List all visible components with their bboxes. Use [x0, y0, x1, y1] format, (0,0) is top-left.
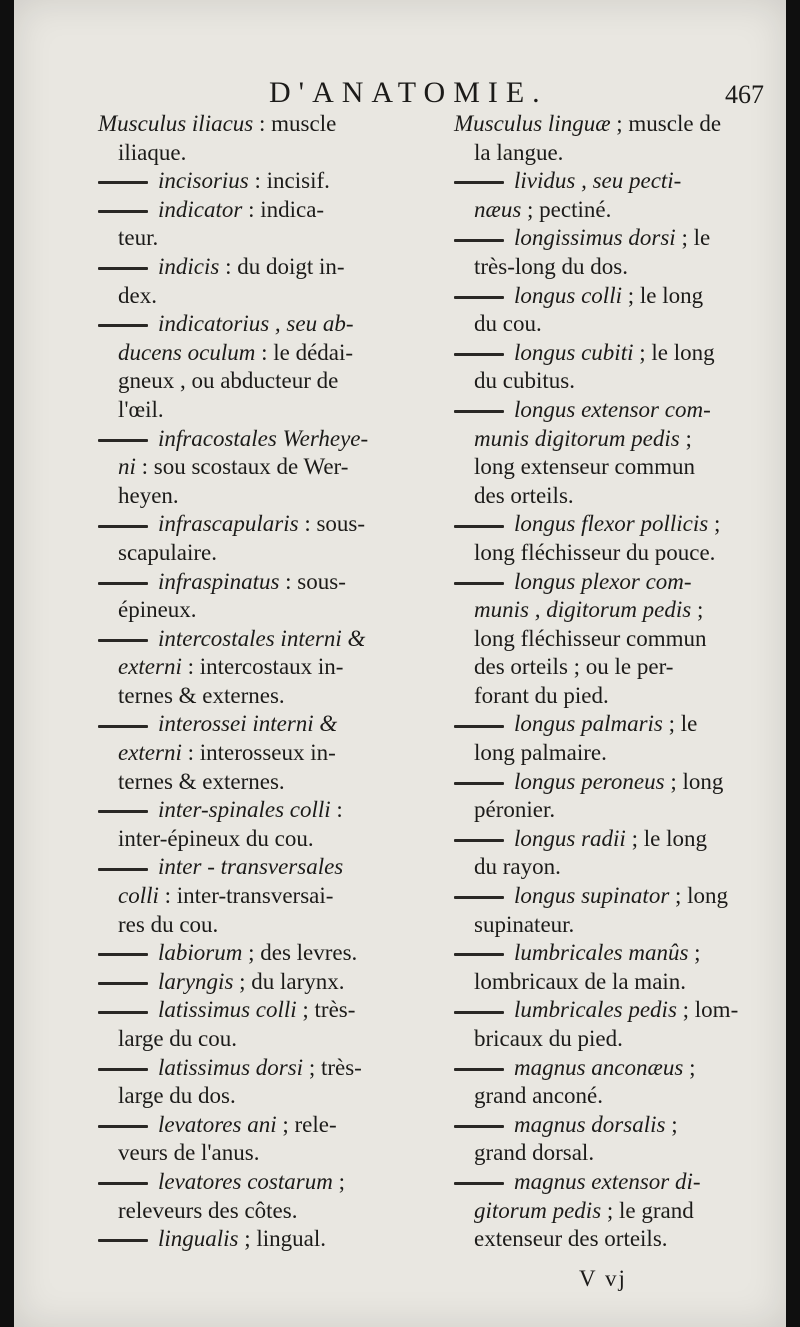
- entry-line: [98, 282, 398, 311]
- latin-term: lingualis: [158, 1226, 239, 1252]
- entry-line: [98, 339, 398, 368]
- dictionary-entry: [454, 224, 772, 281]
- dictionary-entry: [454, 110, 772, 167]
- french-gloss: forant du pied.: [474, 682, 609, 708]
- latin-term: longus supinator: [514, 883, 670, 909]
- entry-line: [98, 482, 398, 511]
- latin-term: levatores ani: [158, 1111, 277, 1137]
- french-gloss: : inter-transversai-: [158, 883, 334, 909]
- entry-line: [98, 425, 398, 454]
- ditto-dash: [454, 1068, 504, 1071]
- french-gloss: : interosseux in-: [181, 740, 336, 766]
- entry-line: [454, 139, 772, 168]
- dictionary-entry: [98, 968, 398, 997]
- entry-line: [454, 653, 772, 682]
- entry-line: [454, 282, 772, 311]
- entry-line: [98, 625, 398, 654]
- entry-line: [454, 596, 772, 625]
- french-gloss: dex.: [118, 282, 157, 308]
- entry-line: [98, 739, 398, 768]
- latin-term: infracostales Werheye-: [158, 425, 369, 451]
- entry-line: [98, 110, 398, 139]
- running-title: D'ANATOMIE.: [269, 76, 548, 109]
- entry-line: [98, 510, 398, 539]
- ditto-dash: [98, 639, 148, 642]
- french-gloss: ; des levres.: [242, 940, 358, 966]
- entry-line: [98, 853, 398, 882]
- french-gloss: bricaux du pied.: [474, 1026, 623, 1051]
- latin-term: interossei interni &: [158, 711, 338, 737]
- dictionary-entry: [454, 396, 772, 510]
- entry-line: [454, 968, 772, 997]
- entry-line: [98, 596, 398, 625]
- french-gloss: ; lingual.: [238, 1226, 327, 1252]
- latin-term: munis , digitorum pedis: [474, 597, 692, 623]
- entry-line: [454, 682, 772, 711]
- latin-term: externi: [118, 654, 182, 680]
- entry-line: [98, 939, 398, 968]
- entry-line: [454, 1168, 772, 1197]
- dictionary-entry: [454, 510, 772, 567]
- dictionary-entry: [454, 825, 772, 882]
- entry-line: [98, 367, 398, 396]
- latin-term: indicis: [158, 253, 220, 279]
- entry-line: [454, 339, 772, 368]
- entry-line: [454, 568, 772, 597]
- latin-term: ni: [118, 454, 136, 480]
- entry-line: [454, 882, 772, 911]
- ditto-dash: [454, 239, 504, 242]
- french-gloss: scapulaire.: [118, 539, 217, 565]
- latin-term: næus: [474, 196, 522, 222]
- entry-line: [454, 710, 772, 739]
- latin-term: Musculus iliacus: [98, 111, 254, 136]
- french-gloss: ; le: [675, 225, 711, 251]
- dictionary-entry: [98, 1111, 398, 1168]
- ditto-dash: [454, 782, 504, 785]
- french-gloss: ; très-: [296, 997, 356, 1023]
- entry-line: [98, 1139, 398, 1168]
- french-gloss: ; du larynx.: [233, 968, 345, 994]
- entry-line: [454, 825, 772, 854]
- entry-line: [98, 453, 398, 482]
- french-gloss: extenseur des orteils.: [474, 1226, 668, 1252]
- entry-line: [454, 625, 772, 654]
- latin-term: incisorius: [158, 168, 249, 194]
- french-gloss: large du cou.: [118, 1026, 238, 1051]
- latin-term: colli: [118, 883, 159, 909]
- entry-line: [454, 396, 772, 425]
- right-column: [454, 110, 772, 1254]
- french-gloss: ;: [665, 1111, 678, 1137]
- french-gloss: long extenseur commun: [474, 454, 696, 480]
- french-gloss: ; très-: [303, 1054, 362, 1080]
- entry-line: [98, 1225, 398, 1254]
- french-gloss: : du doigt in-: [219, 253, 345, 279]
- ditto-dash: [98, 267, 148, 270]
- entry-line: [454, 196, 772, 225]
- ditto-dash: [98, 810, 148, 813]
- french-gloss: des orteils ; ou le per-: [474, 654, 674, 680]
- entry-line: [98, 796, 398, 825]
- ditto-dash: [98, 525, 148, 528]
- ditto-dash: [98, 1182, 148, 1185]
- entry-line: [98, 1054, 398, 1083]
- french-gloss: veurs de l'anus.: [118, 1140, 260, 1166]
- entry-line: [454, 539, 772, 568]
- ditto-dash: [98, 582, 148, 585]
- dictionary-entry: [454, 1168, 772, 1254]
- ditto-dash: [454, 410, 504, 413]
- french-gloss: du cubitus.: [474, 368, 575, 394]
- entry-line: [98, 1082, 398, 1111]
- entry-line: [454, 911, 772, 940]
- french-gloss: du cou.: [474, 311, 542, 337]
- french-gloss: ; pectiné.: [521, 196, 612, 222]
- ditto-dash: [98, 725, 148, 728]
- dictionary-entry: [98, 425, 398, 511]
- latin-term: magnus extensor di-: [514, 1168, 701, 1194]
- entry-line: [454, 1054, 772, 1083]
- entry-line: [454, 1082, 772, 1111]
- dictionary-entry: [98, 1225, 398, 1254]
- dictionary-entry: [454, 996, 772, 1053]
- latin-term: indicator: [158, 196, 243, 222]
- entry-line: [454, 939, 772, 968]
- entry-line: [454, 1225, 772, 1254]
- entry-line: [98, 196, 398, 225]
- entry-line: [98, 539, 398, 568]
- ditto-dash: [454, 953, 504, 956]
- french-gloss: ; le long: [625, 825, 707, 851]
- latin-term: Musculus linguæ: [454, 111, 611, 136]
- entry-line: [454, 310, 772, 339]
- french-gloss: :: [330, 797, 343, 823]
- entry-line: [98, 653, 398, 682]
- page-header: [14, 72, 786, 112]
- latin-term: intercostales interni &: [158, 625, 366, 651]
- dictionary-entry: [98, 253, 398, 310]
- french-gloss: grand dorsal.: [474, 1140, 595, 1166]
- french-gloss: ;: [679, 425, 692, 451]
- entry-line: [454, 796, 772, 825]
- french-gloss: iliaque.: [118, 139, 187, 165]
- dictionary-entry: [98, 310, 398, 424]
- french-gloss: épineux.: [118, 597, 197, 623]
- ditto-dash: [98, 181, 148, 184]
- latin-term: longus flexor pollicis: [514, 511, 709, 537]
- page-number: 467: [725, 80, 764, 109]
- signature-mark: V vj: [579, 1266, 627, 1291]
- ditto-dash: [98, 1125, 148, 1128]
- dictionary-entry: [454, 339, 772, 396]
- entry-line: [454, 167, 772, 196]
- entry-line: [98, 1168, 398, 1197]
- entry-line: [98, 396, 398, 425]
- latin-term: lumbricales pedis: [514, 997, 677, 1023]
- french-gloss: l'œil.: [118, 396, 164, 422]
- entry-line: [98, 224, 398, 253]
- french-gloss: ternes & externes.: [118, 768, 285, 794]
- ditto-dash: [98, 439, 148, 442]
- dictionary-entry: [454, 710, 772, 767]
- french-gloss: grand anconé.: [474, 1083, 603, 1109]
- french-gloss: ;: [688, 940, 701, 966]
- entry-line: [454, 996, 772, 1025]
- latin-term: lividus , seu pecti-: [514, 168, 682, 194]
- french-gloss: des orteils.: [474, 482, 574, 508]
- french-gloss: : incisif.: [248, 168, 330, 194]
- dictionary-entry: [98, 996, 398, 1053]
- french-gloss: ; le long: [633, 339, 715, 365]
- french-gloss: ; le: [662, 711, 698, 737]
- latin-term: gitorum pedis: [474, 1197, 602, 1223]
- entry-line: [98, 996, 398, 1025]
- french-gloss: péronier.: [474, 797, 556, 823]
- entry-line: [98, 1025, 398, 1054]
- french-gloss: : muscle: [253, 111, 337, 136]
- dictionary-entry: [98, 710, 398, 796]
- french-gloss: res du cou.: [118, 911, 219, 937]
- entry-line: [98, 825, 398, 854]
- dictionary-entry: [98, 796, 398, 853]
- entry-line: [98, 568, 398, 597]
- ditto-dash: [98, 1068, 148, 1071]
- latin-term: longus cubiti: [514, 339, 634, 365]
- ditto-dash: [454, 1182, 504, 1185]
- ditto-dash: [454, 353, 504, 356]
- ditto-dash: [98, 210, 148, 213]
- french-gloss: releveurs des côtes.: [118, 1197, 298, 1223]
- entry-line: [454, 425, 772, 454]
- latin-term: longissimus dorsi: [514, 225, 676, 251]
- entry-line: [98, 167, 398, 196]
- ditto-dash: [454, 839, 504, 842]
- french-gloss: ; long: [669, 883, 729, 909]
- ditto-dash: [454, 725, 504, 728]
- french-gloss: : le dédai-: [255, 339, 354, 365]
- french-gloss: long palmaire.: [474, 740, 607, 766]
- entry-line: [454, 1111, 772, 1140]
- dictionary-entry: [98, 1054, 398, 1111]
- dictionary-entry: [98, 167, 398, 196]
- french-gloss: : indica-: [242, 196, 325, 222]
- latin-term: longus plexor com-: [514, 568, 692, 594]
- entry-line: [98, 139, 398, 168]
- entry-line: [454, 1139, 772, 1168]
- dictionary-entry: [98, 568, 398, 625]
- left-column: [98, 110, 398, 1254]
- entry-line: [454, 367, 772, 396]
- french-gloss: gneux , ou abducteur de: [118, 368, 339, 394]
- dictionary-entry: [98, 510, 398, 567]
- french-gloss: large du dos.: [118, 1083, 236, 1109]
- french-gloss: ; muscle de: [610, 111, 722, 136]
- french-gloss: teur.: [118, 225, 159, 251]
- latin-term: longus palmaris: [514, 711, 663, 737]
- entry-line: [454, 739, 772, 768]
- latin-term: externi: [118, 740, 182, 766]
- french-gloss: la langue.: [474, 139, 564, 165]
- entry-line: [98, 710, 398, 739]
- ditto-dash: [98, 1011, 148, 1014]
- entry-line: [454, 110, 772, 139]
- ditto-dash: [454, 1011, 504, 1014]
- ditto-dash: [454, 1125, 504, 1128]
- entry-line: [454, 453, 772, 482]
- french-gloss: du rayon.: [474, 854, 561, 880]
- french-gloss: ; lom-: [676, 997, 739, 1023]
- book-page: [14, 0, 786, 1327]
- latin-term: laryngis: [158, 968, 234, 994]
- french-gloss: : sou scostaux de Wer-: [135, 454, 349, 480]
- entry-line: [98, 310, 398, 339]
- ditto-dash: [98, 868, 148, 871]
- ditto-dash: [454, 896, 504, 899]
- french-gloss: ; rele-: [276, 1111, 337, 1137]
- dictionary-entry: [454, 939, 772, 996]
- entry-line: [98, 1111, 398, 1140]
- entry-line: [454, 1025, 772, 1054]
- latin-term: labiorum: [158, 940, 243, 966]
- ditto-dash: [98, 1239, 148, 1242]
- french-gloss: ; le long: [621, 282, 704, 308]
- french-gloss: heyen.: [118, 482, 179, 508]
- french-gloss: ternes & externes.: [118, 682, 285, 708]
- dictionary-entry: [454, 1054, 772, 1111]
- french-gloss: lombricaux de la main.: [474, 968, 687, 994]
- entry-line: [454, 853, 772, 882]
- dictionary-entry: [98, 196, 398, 253]
- entry-line: [98, 882, 398, 911]
- dictionary-entry: [454, 768, 772, 825]
- french-gloss: supinateur.: [474, 911, 575, 937]
- entry-line: [98, 682, 398, 711]
- latin-term: munis digitorum pedis: [474, 425, 680, 451]
- french-gloss: : intercostaux in-: [181, 654, 344, 680]
- entry-line: [454, 224, 772, 253]
- entry-line: [98, 1197, 398, 1226]
- latin-term: latissimus colli: [158, 997, 297, 1023]
- dictionary-entry: [98, 1168, 398, 1225]
- entry-line: [454, 253, 772, 282]
- latin-term: lumbricales manûs: [514, 940, 689, 966]
- dictionary-entry: [98, 110, 398, 167]
- ditto-dash: [454, 296, 504, 299]
- dictionary-entry: [454, 568, 772, 711]
- latin-term: ducens oculum: [118, 339, 256, 365]
- ditto-dash: [454, 181, 504, 184]
- entry-line: [454, 510, 772, 539]
- ditto-dash: [98, 324, 148, 327]
- french-gloss: ;: [708, 511, 721, 537]
- latin-term: longus extensor com-: [514, 396, 711, 422]
- latin-term: inter-spinales colli: [158, 797, 331, 823]
- latin-term: magnus dorsalis: [514, 1111, 666, 1137]
- ditto-dash: [98, 953, 148, 956]
- french-gloss: ;: [691, 597, 704, 623]
- french-gloss: inter-épineux du cou.: [118, 825, 314, 851]
- latin-term: longus colli: [514, 282, 622, 308]
- french-gloss: très-long du dos.: [474, 253, 628, 279]
- latin-term: levatores costarum: [158, 1168, 333, 1194]
- entry-line: [454, 768, 772, 797]
- latin-term: magnus anconæus: [514, 1054, 684, 1080]
- dictionary-entry: [454, 282, 772, 339]
- entry-line: [454, 1197, 772, 1226]
- french-gloss: : sous-: [298, 511, 366, 537]
- latin-term: longus radii: [514, 825, 626, 851]
- french-gloss: : sous-: [279, 568, 346, 594]
- entry-line: [98, 911, 398, 940]
- entry-line: [98, 768, 398, 797]
- latin-term: infrascapularis: [158, 511, 299, 537]
- latin-term: latissimus dorsi: [158, 1054, 304, 1080]
- dictionary-entry: [454, 167, 772, 224]
- latin-term: inter - transversales: [158, 854, 344, 880]
- entry-line: [454, 482, 772, 511]
- entry-line: [98, 968, 398, 997]
- ditto-dash: [98, 982, 148, 985]
- french-gloss: ;: [332, 1168, 345, 1194]
- dictionary-entry: [98, 939, 398, 968]
- dictionary-entry: [98, 625, 398, 711]
- dictionary-entry: [454, 882, 772, 939]
- french-gloss: ; long: [664, 768, 724, 794]
- ditto-dash: [454, 582, 504, 585]
- latin-term: indicatorius , seu ab-: [158, 311, 354, 337]
- latin-term: longus peroneus: [514, 768, 665, 794]
- dictionary-entry: [98, 853, 398, 939]
- latin-term: infraspinatus: [158, 568, 280, 594]
- ditto-dash: [454, 525, 504, 528]
- french-gloss: long fléchisseur commun: [474, 625, 707, 651]
- french-gloss: long fléchisseur du pouce.: [474, 539, 716, 565]
- french-gloss: ; le grand: [601, 1197, 694, 1223]
- dictionary-entry: [454, 1111, 772, 1168]
- entry-line: [98, 253, 398, 282]
- french-gloss: ;: [683, 1054, 696, 1080]
